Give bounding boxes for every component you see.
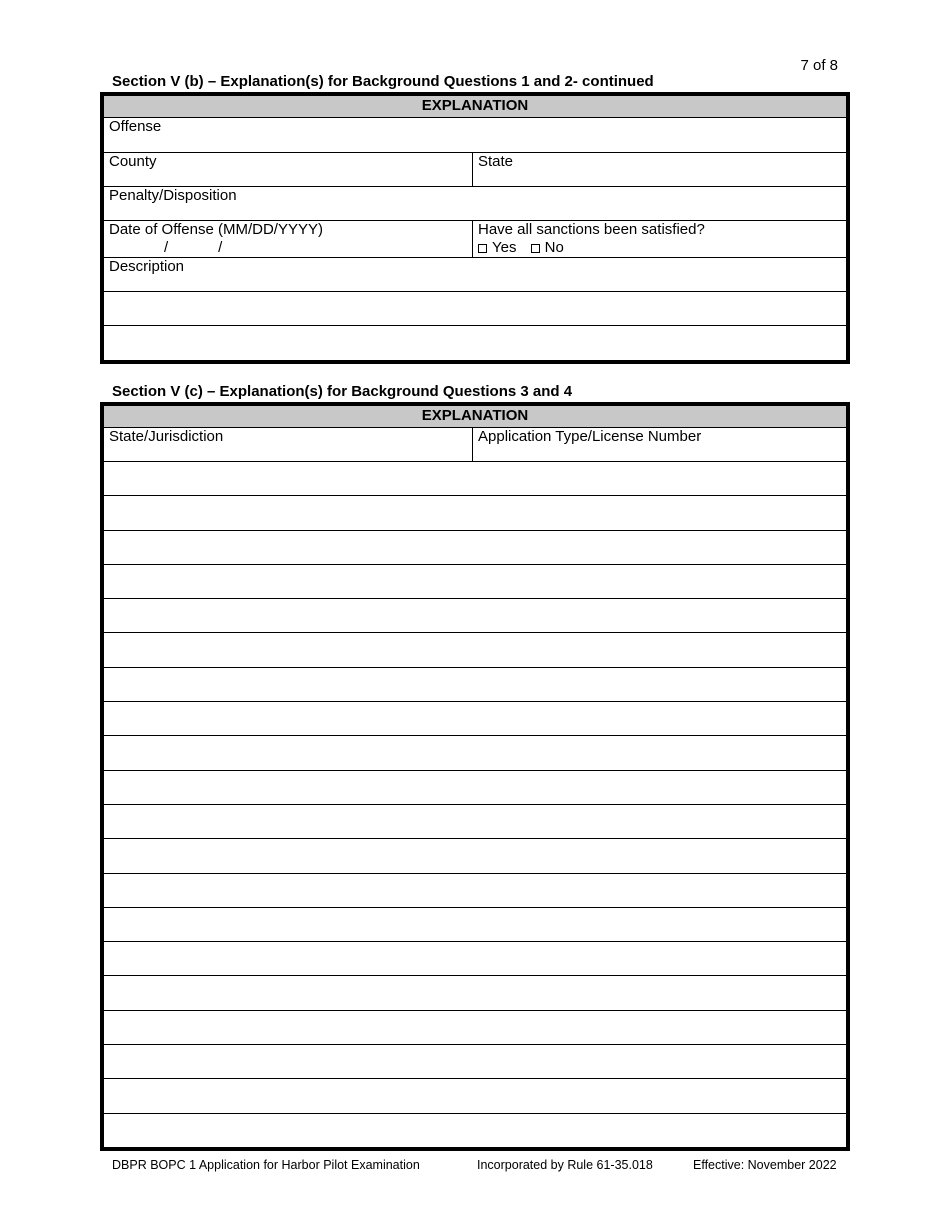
no-option[interactable] [531,239,564,256]
explanation-line[interactable] [104,1010,847,1044]
yes-label: Yes [492,239,517,256]
explanation-line[interactable] [104,462,847,496]
explanation-line[interactable] [104,702,847,736]
no-checkbox[interactable] [531,244,540,253]
explanation-line[interactable] [104,667,847,701]
yes-checkbox[interactable] [478,244,487,253]
state-label: State [478,153,514,170]
explanation-line[interactable] [104,736,847,770]
explanation-line[interactable] [104,804,847,838]
section-b-form [100,92,850,364]
explanation-line[interactable] [104,770,847,804]
section-b-header: EXPLANATION [104,96,847,118]
explanation-line[interactable] [104,599,847,633]
sanctions-question: Have all sanctions been satisfied? [478,221,705,238]
description-field[interactable] [104,258,847,292]
explanation-line[interactable] [104,496,847,530]
description-label: Description [109,258,185,275]
explanation-line[interactable] [104,1113,847,1147]
section-c-form [100,402,850,1151]
explanation-line[interactable] [104,873,847,907]
date-of-offense-field[interactable] [104,221,473,258]
explanation-line[interactable] [104,976,847,1010]
section-b-title: Section V (b) – Explanation(s) for Background Questions 1 and 2- continued [112,73,654,90]
section-c-title: Section V (c) – Explanation(s) for Background Questions 3 and 4 [112,383,573,400]
explanation-line[interactable] [104,530,847,564]
description-line[interactable] [104,326,847,361]
section-c-header: EXPLANATION [104,406,847,428]
explanation-line[interactable] [104,907,847,941]
penalty-label: Penalty/Disposition [109,187,237,204]
jurisdiction-field[interactable] [104,428,473,462]
license-field[interactable] [473,428,847,462]
county-field[interactable] [104,153,473,187]
date-slashes: / / [164,239,223,256]
state-field[interactable] [473,153,847,187]
jurisdiction-label: State/Jurisdiction [109,428,224,445]
footer-form-name: DBPR BOPC 1 Application for Harbor Pilot Examination [112,1158,420,1172]
offense-field[interactable] [104,118,847,153]
explanation-line[interactable] [104,564,847,598]
yes-option[interactable] [478,239,516,256]
explanation-line[interactable] [104,1079,847,1113]
date-label: Date of Offense (MM/DD/YYYY) [109,221,323,238]
offense-label: Offense [109,118,162,135]
footer-rule: Incorporated by Rule 61-35.018 [477,1158,653,1172]
page-number: 7 of 8 [800,57,838,74]
license-label: Application Type/License Number [478,428,702,445]
explanation-line[interactable] [104,942,847,976]
no-label: No [544,239,564,256]
description-line[interactable] [104,292,847,326]
footer-effective: Effective: November 2022 [693,1158,837,1172]
explanation-line[interactable] [104,839,847,873]
explanation-line[interactable] [104,1045,847,1079]
explanation-line[interactable] [104,633,847,667]
county-label: County [109,153,157,170]
sanctions-field [473,221,847,258]
penalty-field[interactable] [104,187,847,221]
